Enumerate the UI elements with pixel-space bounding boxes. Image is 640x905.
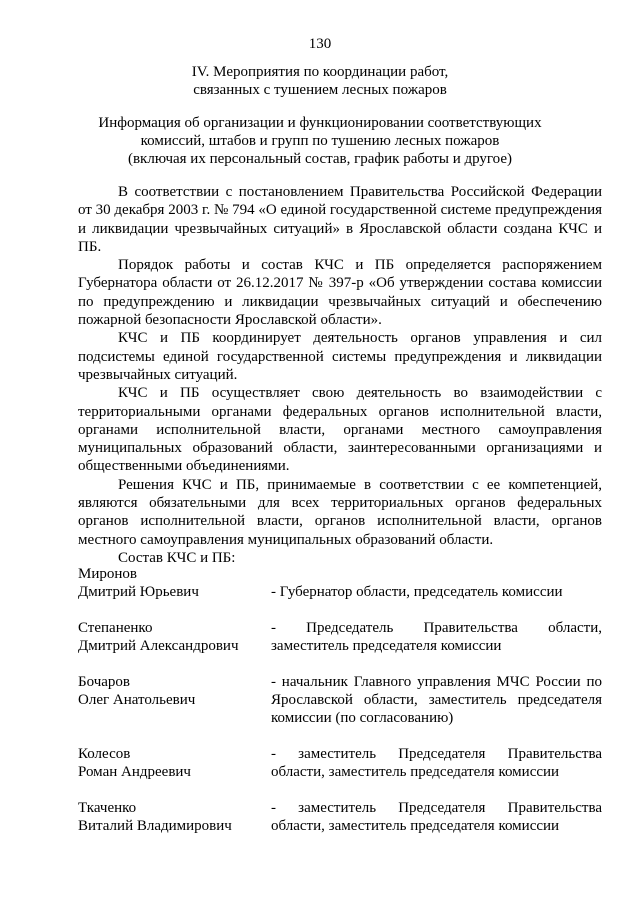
member-role [271,565,602,601]
paragraph: В соответствии с постановлением Правительства Российской Федерации от 30 декабря 2003 г. № 794 «О единой государственной системе предупреждения и ликвидации чрезвычайных ситуаций» в Ярославской области создана КЧС и ПБ. [78,184,602,255]
member-name [78,673,271,727]
body-text [78,183,602,567]
section-title-line: связанных с тушением лесных пожаров [193,82,447,98]
member-given-name: Дмитрий Александрович [78,638,239,654]
paragraph: Состав КЧС и ПБ: [118,549,236,566]
member-row [78,565,602,601]
member-given-name: Виталий Владимирович [78,818,232,834]
member-row [78,619,602,655]
info-title-line: комиссий, штабов и групп по тушению лесных пожаров [140,133,500,149]
section-title [60,63,580,99]
member-role-text: - Губернатор области, председатель комиссии [271,584,563,600]
member-surname: Миронов [78,566,137,582]
member-role-text: - начальник Главного управления МЧС России по Ярославской области, заместитель председателя комиссии (по согласованию) [271,674,602,726]
member-surname: Бочаров [78,674,131,690]
paragraph: Решения КЧС и ПБ, принимаемые в соответствии с ее компетенцией, являются обязательными для всех территориальных органов федеральных органов исполнительной власти, органов исполнительной власти, органов местного самоуправления муниципальных образований области. [78,476,602,548]
member-row [78,799,602,835]
member-surname: Ткаченко [78,800,137,816]
paragraph: Порядок работы и состав КЧС и ПБ определяется распоряжением Губернатора области от 26.12.2017 № 397-р «Об утверждении состава комиссии по предупреждению и ликвидации чрезвычайных ситуаций и обеспечению пожарной безопасности Ярославской области». [78,257,602,329]
member-role-text: - заместитель Председателя Правительства области, заместитель председателя комиссии [271,746,602,780]
member-role-text: - Председатель Правительства области, заместитель председателя комиссии [271,620,602,654]
member-role-text: - заместитель Председателя Правительства области, заместитель председателя комиссии [271,800,602,834]
info-title-line: Информация об организации и функционировании соответствующих [98,115,542,131]
member-name [78,745,271,781]
page-number: 130 [308,36,332,52]
members-list [78,565,602,853]
member-name [78,799,271,835]
member-given-name: Роман Андреевич [78,764,191,780]
member-given-name: Дмитрий Юрьевич [78,584,199,600]
info-title [60,114,580,168]
member-name [78,565,271,601]
paragraph: КЧС и ПБ осуществляет свою деятельность во взаимодействии с территориальными органами федеральных органов исполнительной власти, органами исполнительной власти, органами местного самоуправления муниципальных образований области, заинтересованными организациями и общественными объединениями. [78,385,602,475]
paragraph: КЧС и ПБ координирует деятельность органов управления и сил подсистемы единой государственной системы предупреждения и ликвидации чрезвычайных ситуаций. [78,330,602,383]
section-title-line: IV. Мероприятия по координации работ, [191,64,449,80]
member-row [78,673,602,727]
member-surname: Степаненко [78,620,153,636]
member-surname: Колесов [78,746,131,762]
member-name [78,619,271,655]
member-given-name: Олег Анатольевич [78,692,196,708]
member-row [78,745,602,781]
info-title-line: (включая их персональный состав, график работы и другое) [127,151,513,167]
